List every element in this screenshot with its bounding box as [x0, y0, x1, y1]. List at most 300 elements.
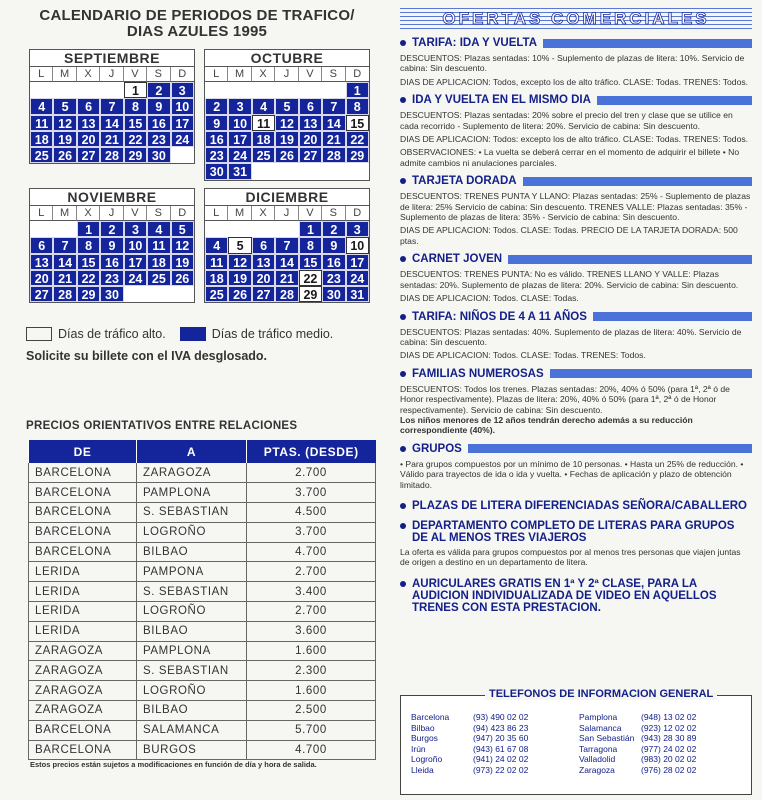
route-price: 4.700	[247, 740, 376, 760]
phone-number: (943) 61 67 08	[473, 743, 529, 754]
calendar-day: 7	[322, 98, 345, 114]
calendar-empty-cell	[275, 82, 298, 98]
offer-text: DIAS DE APLICACION: Todos. CLASE: Todas. PRECIO DE LA TARJETA DORADA: 500 ptas.	[400, 225, 738, 246]
calendar-day: 26	[53, 147, 76, 163]
col-header-to: A	[137, 440, 247, 463]
phone-number: (977) 24 02 02	[641, 743, 697, 754]
calendar-legend	[26, 327, 333, 341]
offer-text: DESCUENTOS: TRENES PUNTA Y LLANO: Plazas sentadas: 25% - Suplemento de plazas de litera: 25% Servicio de cabina: Sin descuento. TRENES VALLE: Plazas sentadas: 35% - Suplemento de plazas de litera: 35% - Servicio de cabina: Sin descuento.	[400, 191, 751, 223]
calendar-day: 16	[205, 131, 228, 147]
calendar-empty-cell	[252, 221, 275, 237]
route-from: LERIDA	[29, 582, 137, 602]
calendar-day: 19	[171, 254, 194, 270]
calendar-day: 9	[147, 98, 170, 114]
phone-city: Lleida	[411, 764, 434, 775]
offer-carnet-joven	[400, 252, 752, 303]
phone-city: Salamanca	[579, 722, 622, 733]
route-to: LOGROÑO	[137, 681, 247, 701]
table-row	[29, 602, 376, 622]
calendar-day: 18	[252, 131, 275, 147]
calendar-day: 29	[124, 147, 147, 163]
bullet-icon	[400, 97, 406, 103]
calendar-day: 10	[124, 237, 147, 253]
calendar-day: 10	[346, 237, 369, 253]
route-to: LOGROÑO	[137, 602, 247, 622]
calendar-day: 22	[299, 270, 322, 286]
route-to: BILBAO	[137, 621, 247, 641]
phone-number: (947) 20 35 60	[473, 733, 529, 743]
weekday-header: S	[322, 67, 345, 82]
table-row	[29, 542, 376, 562]
weekday-header: S	[322, 206, 345, 221]
calendar-day: 31	[346, 286, 369, 302]
calendar-day: 14	[100, 115, 123, 131]
calendar-day: 3	[124, 221, 147, 237]
calendar-day: 22	[124, 131, 147, 147]
offer-departamento	[400, 520, 752, 568]
calendar-day: 21	[275, 270, 298, 286]
route-to: PAMPONA	[137, 562, 247, 582]
calendar-day: 8	[77, 237, 100, 253]
calendar-day: 7	[275, 237, 298, 253]
calendar-day: 1	[124, 82, 147, 98]
route-price: 2.700	[247, 463, 376, 483]
title-bar	[523, 177, 752, 186]
title-bar	[593, 312, 752, 321]
route-from: BARCELONA	[29, 542, 137, 562]
table-row	[29, 463, 376, 483]
calendar-day: 4	[252, 98, 275, 114]
route-to: S. SEBASTIAN	[137, 503, 247, 523]
calendar-day: 20	[299, 131, 322, 147]
route-from: ZARAGOZA	[29, 661, 137, 681]
offer-text: • Para grupos compuestos por un mínimo de 10 personas. • Hasta un 25% de reducción. • Válido para trayectos de ida o ida y vuelta. • Fechas de aplicación y plazo de obtención limitado.	[400, 458, 744, 490]
calendar-empty-cell	[299, 82, 322, 98]
calendar-day: 15	[124, 115, 147, 131]
offer-title: TARIFA: IDA Y VUELTA	[412, 37, 538, 49]
calendar-day: 26	[171, 270, 194, 286]
calendar-day: 25	[252, 147, 275, 163]
route-from: ZARAGOZA	[29, 701, 137, 721]
table-row	[29, 641, 376, 661]
col-header-from: DE	[29, 440, 137, 463]
prices-title: PRECIOS ORIENTATIVOS ENTRE RELACIONES	[26, 420, 298, 432]
offer-title: DEPARTAMENTO COMPLETO DE LITERAS PARA GRUPOS DE AL MENOS TRES VIAJEROS	[412, 519, 735, 544]
route-from: BARCELONA	[29, 720, 137, 740]
calendar-day: 29	[77, 286, 100, 302]
legend-blue-swatch	[180, 327, 206, 341]
phone-city: Valladolid	[579, 754, 616, 764]
weekday-header: L	[205, 206, 228, 221]
calendar-day: 13	[252, 254, 275, 270]
calendar-day: 26	[275, 147, 298, 163]
offer-title: CARNET JOVEN	[412, 253, 503, 266]
weekday-header: M	[228, 67, 251, 82]
table-row	[29, 661, 376, 681]
calendar-day: 18	[30, 131, 53, 147]
calendar-day: 6	[252, 237, 275, 253]
phone-title: TELEFONOS DE INFORMACION GENERAL	[485, 688, 717, 700]
route-from: LERIDA	[29, 621, 137, 641]
calendar-empty-cell	[322, 82, 345, 98]
calendar-day: 23	[100, 270, 123, 286]
calendar-day: 14	[322, 115, 345, 131]
route-from: BARCELONA	[29, 503, 137, 523]
route-to: SALAMANCA	[137, 720, 247, 740]
calendar-day: 4	[147, 221, 170, 237]
phone-number: (976) 28 02 02	[641, 764, 697, 775]
calendar-day: 18	[205, 270, 228, 286]
calendar-day: 22	[77, 270, 100, 286]
calendar-day: 5	[53, 98, 76, 114]
offer-text: DIAS DE APLICACION: Todos. CLASE: Todas.	[400, 293, 579, 304]
calendar-day: 21	[100, 131, 123, 147]
weekday-header: V	[299, 67, 322, 82]
calendar-day: 24	[171, 131, 194, 147]
weekday-header: D	[346, 206, 369, 221]
table-row	[29, 621, 376, 641]
calendar-title	[22, 8, 372, 40]
weekday-header: D	[171, 206, 194, 221]
phone-city: Logroño	[411, 754, 443, 764]
weekday-header: X	[252, 206, 275, 221]
calendar-empty-cell	[30, 82, 53, 98]
offer-title: FAMILIAS NUMEROSAS	[412, 367, 544, 380]
calendar-day: 29	[346, 147, 369, 163]
calendar-title-line2: DIAS AZULES 1995	[126, 23, 268, 40]
calendar-day: 24	[346, 270, 369, 286]
weekday-header: L	[30, 67, 53, 82]
offer-title: AURICULARES GRATIS EN 1ª Y 2ª CLASE, PARA LA AUDICION INDIVIDUALIZADA DE VIDEO EN AQUELLOS TRENES CON ESTA PRESTACION.	[412, 577, 717, 614]
calendar-day: 26	[228, 286, 251, 302]
calendar-day: 28	[53, 286, 76, 302]
phone-entry	[411, 712, 579, 723]
calendar-day: 3	[228, 98, 251, 114]
route-to: LOGROÑO	[137, 522, 247, 542]
month-name: SEPTIEMBRE	[30, 50, 194, 67]
calendar-day: 13	[30, 254, 53, 270]
month-name: NOVIEMBRE	[30, 189, 194, 206]
calendar-empty-cell	[299, 163, 322, 179]
calendar-day: 5	[171, 221, 194, 237]
offer-text: DIAS DE APLICACION: Todos, excepto los de alto tráfico. CLASE: Todas. TRENES: Todos.	[400, 76, 749, 87]
offer-text: DESCUENTOS: Todos los trenes. Plazas sentadas: 20%, 40% ó 50% (para 1ª, 2ª ó de Honor respectivamente). Plazas de litera: 20%, 40% ó 50% (para 1ª, 2ª ó de Honor respectivamente). Servicio de cabina: Sin descuento.	[400, 383, 730, 415]
bullet-icon	[400, 371, 406, 377]
calendar-day: 8	[299, 237, 322, 253]
calendar-empty-cell	[275, 163, 298, 179]
weekday-header: V	[124, 67, 147, 82]
calendar-day: 20	[252, 270, 275, 286]
calendar-empty-cell	[228, 82, 251, 98]
month-name: DICIEMBRE	[205, 189, 369, 206]
calendar-day: 16	[147, 115, 170, 131]
weekday-header: V	[299, 206, 322, 221]
calendar-empty-cell	[100, 82, 123, 98]
calendar-day: 27	[30, 286, 53, 302]
route-from: BARCELONA	[29, 463, 137, 483]
weekday-header: S	[147, 67, 170, 82]
calendar-day: 17	[228, 131, 251, 147]
calendar-empty-cell	[346, 163, 369, 179]
calendar-day: 28	[322, 147, 345, 163]
calendar-day: 9	[205, 115, 228, 131]
calendar-day: 12	[53, 115, 76, 131]
calendar-september	[29, 49, 195, 164]
calendar-day: 27	[77, 147, 100, 163]
calendar-day: 28	[275, 286, 298, 302]
offer-text: La oferta es válida para grupos compuestos por al menos tres personas que viajen juntas de origen a destino en un departamento de litera.	[400, 546, 741, 568]
legend-white-swatch	[26, 327, 52, 341]
phone-number: (948) 13 02 02	[641, 712, 697, 722]
calendar-day: 11	[30, 115, 53, 131]
weekday-header: X	[252, 67, 275, 82]
phone-city: Irún	[411, 743, 426, 754]
calendar-day: 10	[228, 115, 251, 131]
phone-entry	[411, 723, 579, 734]
route-price: 2.300	[247, 661, 376, 681]
calendar-day: 31	[228, 163, 251, 179]
calendar-day: 12	[275, 115, 298, 131]
weekday-header: M	[228, 206, 251, 221]
table-row	[29, 701, 376, 721]
offers-title: OFERTAS COMERCIALES	[400, 8, 752, 30]
calendar-day: 24	[124, 270, 147, 286]
table-row	[29, 681, 376, 701]
calendar-day: 8	[346, 98, 369, 114]
phone-entry	[411, 733, 579, 744]
calendar-day: 28	[100, 147, 123, 163]
weekday-header: J	[275, 206, 298, 221]
calendar-day: 14	[53, 254, 76, 270]
phone-city: Tarragona	[579, 743, 618, 754]
phone-city: Barcelona	[411, 712, 450, 722]
phone-number: (943) 28 30 89	[641, 733, 697, 743]
route-price: 2.500	[247, 701, 376, 721]
weekday-header: M	[53, 67, 76, 82]
calendar-day: 15	[346, 115, 369, 131]
legend-medium-label: Días de tráfico medio.	[211, 327, 334, 341]
table-row	[29, 720, 376, 740]
phone-list-left	[411, 712, 579, 775]
route-price: 3.700	[247, 483, 376, 503]
calendar-day: 25	[147, 270, 170, 286]
calendar-day: 19	[228, 270, 251, 286]
calendar-day: 11	[147, 237, 170, 253]
calendar-empty-cell	[53, 221, 76, 237]
bullet-icon	[400, 523, 406, 529]
route-from: LERIDA	[29, 602, 137, 622]
weekday-header: L	[30, 206, 53, 221]
calendar-day: 2	[322, 221, 345, 237]
route-price: 1.600	[247, 641, 376, 661]
route-price: 3.400	[247, 582, 376, 602]
bullet-icon	[400, 581, 406, 587]
calendar-day: 18	[147, 254, 170, 270]
calendar-empty-cell	[124, 286, 147, 302]
phone-number: (94) 423 86 23	[473, 722, 529, 733]
calendar-day: 9	[100, 237, 123, 253]
calendar-day: 4	[30, 98, 53, 114]
calendar-day: 30	[322, 286, 345, 302]
calendar-day: 25	[30, 147, 53, 163]
right-column	[390, 0, 762, 800]
phone-city: Bilbao	[411, 722, 435, 733]
phone-entry	[579, 733, 747, 744]
calendar-day: 7	[53, 237, 76, 253]
weekday-header: V	[124, 206, 147, 221]
route-to: BILBAO	[137, 542, 247, 562]
route-from: LERIDA	[29, 562, 137, 582]
weekday-header: M	[53, 206, 76, 221]
calendar-day: 19	[275, 131, 298, 147]
calendar-day: 15	[77, 254, 100, 270]
phone-city: San Sebastián	[579, 733, 635, 743]
phone-city: Pamplona	[579, 712, 618, 722]
phone-list-right	[579, 712, 747, 775]
calendar-empty-cell	[275, 221, 298, 237]
calendar-day: 12	[228, 254, 251, 270]
weekday-header: X	[77, 206, 100, 221]
weekday-header: J	[100, 67, 123, 82]
title-bar	[508, 255, 752, 264]
month-name: OCTUBRE	[205, 50, 369, 67]
phone-entry	[411, 754, 579, 765]
route-from: ZARAGOZA	[29, 681, 137, 701]
calendar-empty-cell	[171, 147, 194, 163]
calendar-day: 29	[299, 286, 322, 302]
calendar-october	[204, 49, 370, 181]
calendar-day: 1	[299, 221, 322, 237]
calendar-day: 21	[322, 131, 345, 147]
calendar-day: 6	[299, 98, 322, 114]
route-to: PAMPLONA	[137, 641, 247, 661]
prices-footnote: Estos precios están sujetos a modificaciones en función de día y hora de salida.	[30, 760, 317, 769]
phone-number: (923) 12 02 02	[641, 722, 697, 733]
offer-plazas-litera	[400, 500, 752, 512]
calendar-day: 20	[30, 270, 53, 286]
calendar-empty-cell	[171, 286, 194, 302]
calendar-day: 4	[205, 237, 228, 253]
route-price: 2.700	[247, 562, 376, 582]
table-row	[29, 503, 376, 523]
calendar-empty-cell	[322, 163, 345, 179]
phone-number: (941) 24 02 02	[473, 754, 529, 764]
calendar-day: 1	[346, 82, 369, 98]
phone-number: (93) 490 02 02	[473, 712, 529, 722]
calendar-december	[204, 188, 370, 303]
phone-entry	[579, 723, 747, 734]
table-row	[29, 522, 376, 542]
route-to: PAMPLONA	[137, 483, 247, 503]
calendar-day: 21	[53, 270, 76, 286]
route-price: 4.700	[247, 542, 376, 562]
title-bar	[550, 369, 752, 378]
col-header-price: PTAS. (DESDE)	[247, 440, 376, 463]
offer-text: DESCUENTOS: TRENES PUNTA: No es válido. TRENES LLANO Y VALLE: Plazas sentadas: 20%. Suplemento de plazas de litera: 20%. Servicio de cabina: Sin descuento.	[400, 269, 739, 290]
phone-entry	[579, 765, 747, 776]
phone-city: Zaragoza	[579, 764, 615, 775]
offer-title: IDA Y VUELTA EN EL MISMO DIA	[412, 94, 591, 107]
offer-tarjeta-dorada	[400, 174, 752, 246]
title-bar	[543, 39, 752, 48]
offer-ninos	[400, 310, 752, 361]
phone-number: (973) 22 02 02	[473, 764, 529, 775]
table-row	[29, 562, 376, 582]
calendar-day: 11	[252, 115, 275, 131]
calendar-day: 5	[275, 98, 298, 114]
offer-text: DESCUENTOS: Plazas sentadas: 10% - Suplemento de plazas de litera: 10%. Servicio de cabina: Sin descuento.	[400, 53, 745, 74]
calendar-day: 2	[100, 221, 123, 237]
calendar-day: 12	[171, 237, 194, 253]
offer-mismo-dia	[400, 93, 752, 168]
offer-text: OBSERVACIONES: • La vuelta se deberá cerrar en el momento de adquirir el billete • No admite cambios ni anulaciones parciales.	[400, 147, 740, 168]
calendar-day: 2	[147, 82, 170, 98]
bullet-icon	[400, 446, 406, 452]
calendar-day: 23	[322, 270, 345, 286]
offer-auriculares	[400, 578, 752, 614]
offer-text: DIAS DE APLICACION: Todos. CLASE: Todas. TRENES: Todos.	[400, 350, 646, 361]
route-from: ZARAGOZA	[29, 641, 137, 661]
offer-title: PLAZAS DE LITERA DIFERENCIADAS SEÑORA/CABALLERO	[412, 499, 747, 512]
calendar-day: 17	[346, 254, 369, 270]
weekday-header: J	[275, 67, 298, 82]
calendar-day: 16	[100, 254, 123, 270]
calendar-day: 17	[124, 254, 147, 270]
offer-grupos	[400, 442, 752, 490]
offer-familias	[400, 367, 752, 436]
route-to: S. SEBASTIAN	[137, 661, 247, 681]
calendar-empty-cell	[205, 221, 228, 237]
calendar-empty-cell	[77, 82, 100, 98]
calendar-day: 7	[100, 98, 123, 114]
calendar-day: 14	[275, 254, 298, 270]
table-row	[29, 483, 376, 503]
phone-number: (983) 20 02 02	[641, 754, 697, 764]
bullet-icon	[400, 503, 406, 509]
iva-note: Solicite su billete con el IVA desglosado.	[26, 349, 268, 363]
route-price: 2.700	[247, 602, 376, 622]
calendar-day: 25	[205, 286, 228, 302]
bullet-icon	[400, 256, 406, 262]
calendar-day: 30	[147, 147, 170, 163]
calendar-day: 2	[205, 98, 228, 114]
calendar-empty-cell	[252, 163, 275, 179]
offer-title: TARJETA DORADA	[412, 175, 517, 188]
offer-text: DESCUENTOS: Plazas sentadas: 40%. Suplemento de plazas de litera: 40%. Servicio de cabina: Sin descuento.	[400, 326, 742, 347]
table-row	[29, 582, 376, 602]
bullet-icon	[400, 40, 406, 46]
weekday-header: X	[77, 67, 100, 82]
phone-entry	[579, 744, 747, 755]
weekday-header: S	[147, 206, 170, 221]
calendar-day: 8	[124, 98, 147, 114]
offer-text: Los niños menores de 12 años tendrán derecho además a su reducción correspondiente (40%).	[400, 414, 693, 436]
calendar-day: 24	[228, 147, 251, 163]
calendar-day: 3	[346, 221, 369, 237]
bullet-icon	[400, 314, 406, 320]
offer-title: GRUPOS	[412, 442, 462, 455]
route-to: BURGOS	[137, 740, 247, 760]
weekday-header: L	[205, 67, 228, 82]
offer-title: TARIFA: NIÑOS DE 4 A 11 AÑOS	[412, 310, 587, 323]
calendar-day: 17	[171, 115, 194, 131]
calendar-day: 27	[299, 147, 322, 163]
calendar-day: 22	[346, 131, 369, 147]
calendar-day: 13	[299, 115, 322, 131]
calendar-day: 15	[299, 254, 322, 270]
calendar-day: 16	[322, 254, 345, 270]
calendar-empty-cell	[147, 286, 170, 302]
